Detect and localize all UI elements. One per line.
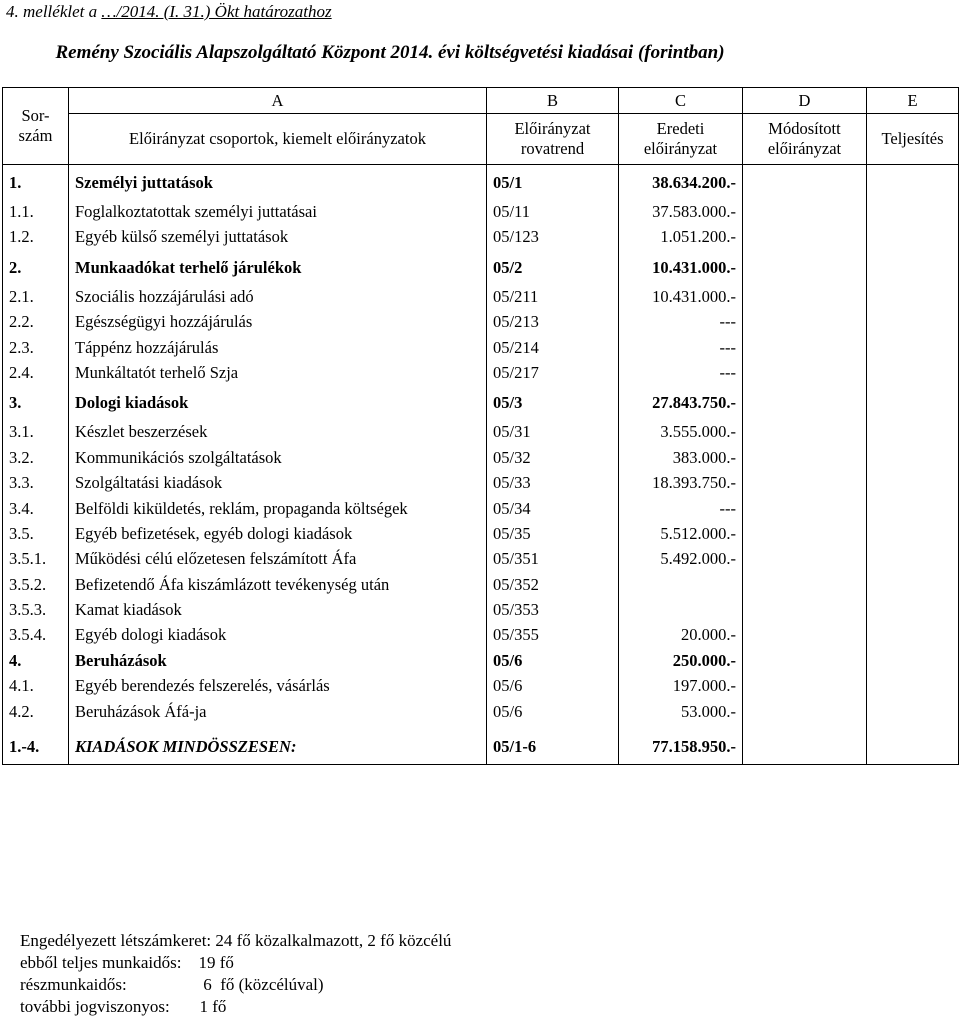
section-row-value: 250.000.- (672, 650, 736, 670)
item-row-empty-cell (867, 224, 958, 249)
section-row-empty-cell (743, 385, 866, 419)
section-row-no: 4. (9, 650, 22, 670)
item-row-no: 1.1. (9, 202, 34, 221)
parttime-value: 6 fő (közcélúval) (203, 975, 324, 994)
item-row-empty-cell (867, 673, 958, 698)
header-d-line2: előirányzat (767, 139, 842, 158)
section-row-empty-cell (743, 165, 866, 199)
item-row-value: --- (719, 312, 736, 332)
header-b (487, 114, 619, 165)
item-row-name: Belföldi kiküldetés, reklám, propaganda költségek (75, 498, 408, 518)
item-row-name: Egyéb dologi kiadások (75, 625, 227, 645)
item-row-empty-cell (867, 622, 958, 647)
table-body (3, 165, 959, 765)
item-row-name: Működési célú előzetesen felszámított Áfa (75, 549, 357, 569)
section-row-code: 05/2 (493, 257, 523, 277)
item-row-empty-cell (867, 546, 958, 571)
item-row-code: 05/35 (493, 523, 531, 543)
item-row-empty-cell (743, 470, 866, 495)
item-row-empty-cell (867, 309, 958, 334)
item-row-value: 3.555.000.- (660, 422, 736, 442)
item-row-empty-cell (743, 673, 866, 698)
item-row-name: Táppénz hozzájárulás (75, 337, 219, 357)
item-row-empty-cell (743, 199, 866, 224)
item-row-no: 2.4. (9, 362, 34, 382)
column-letter-e: E (867, 88, 959, 114)
item-row-empty-cell (867, 284, 958, 309)
code-column (487, 165, 619, 765)
item-row-name: Foglalkoztatottak személyi juttatásai (75, 202, 317, 221)
item-row-code: 05/214 (493, 337, 539, 357)
section-row-code: 05/6 (493, 650, 523, 670)
item-row-code: 05/6 (493, 676, 523, 696)
item-row-name: Munkáltatót terhelő Szja (75, 362, 239, 382)
column-header-row (3, 114, 959, 165)
header-a: Előirányzat csoportok, kiemelt előirányzatok (69, 114, 487, 165)
section-row-no: 1. (9, 173, 22, 192)
item-row-empty-cell (743, 335, 866, 360)
item-row-empty-cell (867, 360, 958, 385)
item-row-value: 1.051.200.- (660, 227, 736, 247)
item-row-name: Beruházások Áfá-ja (75, 701, 207, 721)
item-row-code: 05/352 (493, 574, 539, 594)
item-row-empty-cell (867, 597, 958, 622)
column-letter-a: A (69, 88, 487, 114)
item-row-no: 3.3. (9, 473, 34, 493)
item-row-empty-cell (867, 521, 958, 546)
item-row-empty-cell (743, 622, 866, 647)
original-estimate-column (619, 165, 743, 765)
header-d-line1: Módosított (768, 119, 841, 138)
item-row-empty-cell (743, 284, 866, 309)
document-title: Remény Szociális Alapszolgáltató Központ 2014. évi költségvetési kiadásai (forintban) (55, 42, 725, 63)
item-row-code: 05/33 (493, 473, 531, 493)
column-letter-row (3, 88, 959, 114)
item-row-name: Egyéb berendezés felszerelés, vásárlás (75, 676, 330, 696)
column-letter-d: D (743, 88, 867, 114)
header-c (619, 114, 743, 165)
section-row-value: 27.843.750.- (652, 393, 736, 413)
item-row-value: 10.431.000.- (652, 286, 736, 306)
header-d (743, 114, 867, 165)
item-row-code: 05/123 (493, 227, 539, 247)
section-row-code: 05/1 (493, 173, 523, 192)
item-row-empty-cell (743, 521, 866, 546)
item-row-value: 5.512.000.- (660, 523, 736, 543)
header-sorszam-line2: szám (18, 126, 53, 145)
budget-table (2, 87, 959, 765)
item-row-name: Egyéb külső személyi juttatások (75, 227, 289, 247)
section-row-empty-cell (743, 648, 866, 673)
other-value: 1 fő (199, 997, 227, 1016)
item-row-empty-cell (743, 546, 866, 571)
item-row-no: 3.1. (9, 422, 34, 442)
header-b-line2: rovatrend (520, 139, 585, 158)
section-row-no: 3. (9, 393, 22, 413)
performance-column (867, 165, 959, 765)
item-row-empty-cell (743, 699, 866, 724)
item-row-code: 05/213 (493, 312, 539, 332)
item-row-code: 05/31 (493, 422, 531, 442)
item-row-name: Szociális hozzájárulási adó (75, 286, 254, 306)
section-row-name: Személyi juttatások (75, 173, 213, 192)
parttime-label: részmunkaidős: (20, 975, 127, 994)
item-row-name: Kamat kiadások (75, 600, 182, 620)
item-row-value: 53.000.- (681, 701, 736, 721)
annex-resolution: …/2014. (I. 31.) Ökt határozathoz (101, 2, 332, 21)
item-row-code: 05/34 (493, 498, 531, 518)
header-sorszam-line1: Sor- (21, 106, 50, 125)
item-row-code: 05/353 (493, 600, 539, 620)
section-row-empty-cell (867, 250, 958, 284)
item-row-empty-cell (743, 597, 866, 622)
item-row-code: 05/351 (493, 549, 539, 569)
fulltime-label: ebből teljes munkaidős: (20, 953, 182, 972)
section-row-name: Munkaadókat terhelő járulékok (75, 257, 302, 277)
item-row-empty-cell (867, 699, 958, 724)
section-row-value: 10.431.000.- (652, 257, 736, 277)
item-row-no: 4.2. (9, 701, 34, 721)
annex-reference (6, 2, 332, 22)
total-row-no: 1.-4. (9, 737, 40, 757)
item-row-no: 4.1. (9, 676, 34, 696)
header-b-line1: Előirányzat (514, 119, 591, 138)
item-row-name: Szolgáltatási kiadások (75, 473, 223, 493)
column-letter-b: B (487, 88, 619, 114)
item-row-value (619, 597, 742, 622)
item-row-no: 3.2. (9, 447, 34, 467)
total-row-name: KIADÁSOK MINDÖSSZESEN: (75, 737, 297, 757)
item-row-empty-cell (743, 572, 866, 597)
item-row-no: 2.2. (9, 312, 34, 332)
item-row-value: 37.583.000.- (652, 202, 736, 221)
annex-prefix: 4. melléklet a (6, 2, 102, 21)
item-row-empty-cell (867, 199, 958, 224)
header-sorszam (3, 88, 69, 165)
item-row-no: 3.5.2. (9, 574, 47, 594)
fulltime-value: 19 fő (198, 953, 234, 972)
item-row-no: 3.5.4. (9, 625, 47, 645)
name-column (69, 165, 487, 765)
item-row-no: 3.5. (9, 523, 34, 543)
item-row-empty-cell (743, 360, 866, 385)
item-row-empty-cell (743, 496, 866, 521)
item-row-empty-cell (743, 445, 866, 470)
item-row-value: --- (719, 362, 736, 382)
section-row-name: Dologi kiadások (75, 393, 189, 413)
item-row-empty-cell (867, 445, 958, 470)
item-row-empty-cell (867, 419, 958, 444)
item-row-name: Egészségügyi hozzájárulás (75, 312, 253, 332)
item-row-name: Befizetendő Áfa kiszámlázott tevékenység után (75, 574, 390, 594)
item-row-empty-cell (867, 335, 958, 360)
item-row-code: 05/217 (493, 362, 539, 382)
item-row-empty-cell (867, 572, 958, 597)
section-row-no: 2. (9, 257, 22, 277)
section-row-empty-cell (743, 250, 866, 284)
item-row-no: 2.3. (9, 337, 34, 357)
item-row-value: 383.000.- (672, 447, 736, 467)
staffing-note (20, 930, 451, 1018)
total-row-empty-cell (867, 724, 958, 764)
item-row-value: 18.393.750.- (652, 473, 736, 493)
total-row-empty-cell (743, 724, 866, 764)
item-row-value: 20.000.- (681, 625, 736, 645)
section-row-empty-cell (867, 165, 958, 199)
item-row-name: Egyéb befizetések, egyéb dologi kiadások (75, 523, 353, 543)
staff-quota: Engedélyezett létszámkeret: 24 fő közalkalmazott, 2 fő közcélú (20, 931, 452, 950)
total-row-value: 77.158.950.- (652, 737, 736, 757)
item-row-empty-cell (743, 309, 866, 334)
header-c-line2: előirányzat (643, 139, 718, 158)
item-row-code: 05/211 (493, 286, 539, 306)
item-row-no: 3.5.3. (9, 600, 47, 620)
item-row-code: 05/355 (493, 625, 539, 645)
section-row-name: Beruházások (75, 650, 167, 670)
other-label: további jogviszonyos: (20, 997, 170, 1016)
item-row-value (619, 572, 742, 597)
item-row-empty-cell (867, 470, 958, 495)
total-row-code: 05/1-6 (493, 737, 537, 757)
item-row-no: 2.1. (9, 286, 34, 306)
sorszam-column (3, 165, 69, 765)
section-row-value: 38.634.200.- (652, 173, 736, 192)
section-row-empty-cell (867, 385, 958, 419)
item-row-no: 3.5.1. (9, 549, 47, 569)
item-row-no: 3.4. (9, 498, 34, 518)
section-row-empty-cell (867, 648, 958, 673)
item-row-value: 5.492.000.- (660, 549, 736, 569)
item-row-value: --- (719, 337, 736, 357)
modified-estimate-column (743, 165, 867, 765)
item-row-empty-cell (743, 419, 866, 444)
item-row-no: 1.2. (9, 227, 34, 247)
header-c-line1: Eredeti (656, 119, 705, 138)
item-row-code: 05/32 (493, 447, 531, 467)
header-e: Teljesítés (867, 114, 959, 165)
item-row-name: Kommunikációs szolgáltatások (75, 447, 282, 467)
item-row-value: 197.000.- (672, 676, 736, 696)
section-row-code: 05/3 (493, 393, 523, 413)
item-row-name: Készlet beszerzések (75, 422, 208, 442)
item-row-code: 05/11 (493, 202, 530, 221)
column-letter-c: C (619, 88, 743, 114)
item-row-empty-cell (867, 496, 958, 521)
item-row-value: --- (719, 498, 736, 518)
item-row-code: 05/6 (493, 701, 523, 721)
item-row-empty-cell (743, 224, 866, 249)
